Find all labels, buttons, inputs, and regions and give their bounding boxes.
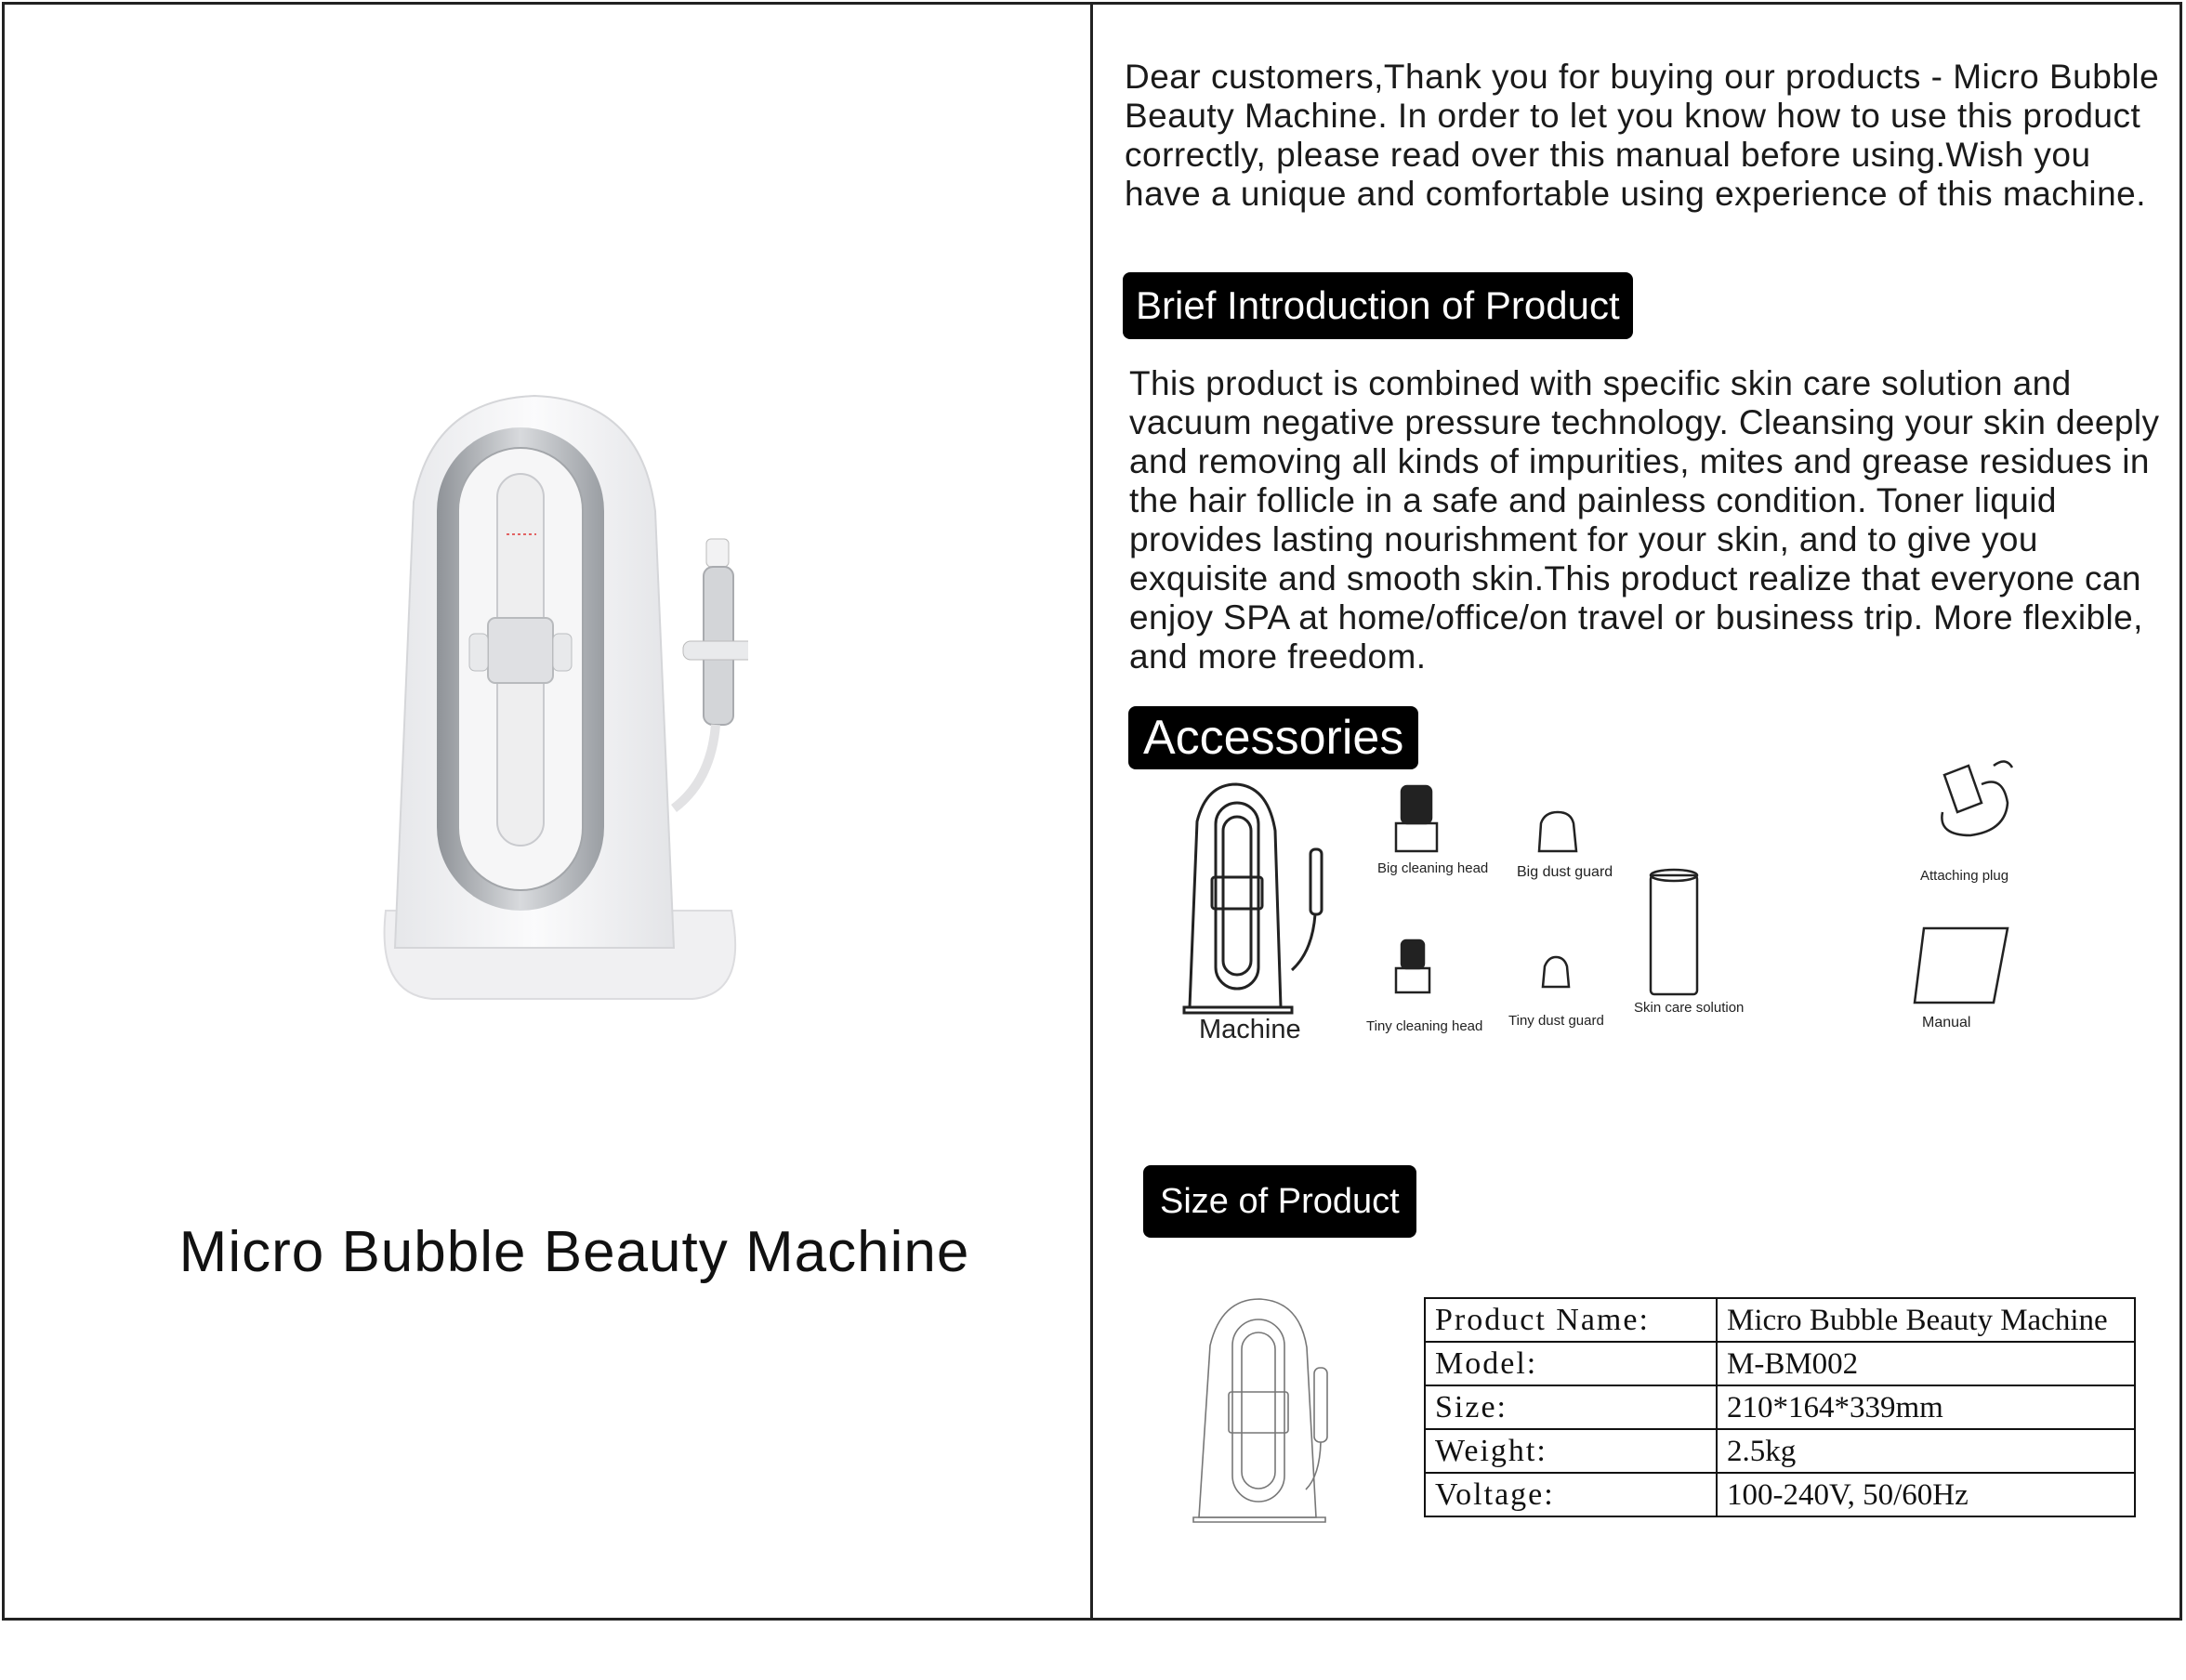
accessory-label-tiny-dust-guard: Tiny dust guard bbox=[1508, 1013, 1604, 1029]
machine-drawing bbox=[1184, 784, 1322, 1013]
spec-key: Weight: bbox=[1425, 1429, 1717, 1473]
size-of-product-heading: Size of Product bbox=[1143, 1165, 1416, 1238]
tiny-dust-guard-drawing bbox=[1543, 957, 1569, 987]
spec-row-weight bbox=[1425, 1429, 2135, 1473]
size-machine-drawing bbox=[1190, 1290, 1376, 1531]
accessories-illustration bbox=[1152, 747, 2063, 1072]
page-divider bbox=[1090, 2, 1093, 1621]
attaching-plug-drawing bbox=[1942, 761, 2012, 835]
product-spec-table bbox=[1424, 1297, 2136, 1517]
accessory-label-skin-care-solution: Skin care solution bbox=[1634, 1000, 1745, 1016]
spec-value: 100-240V, 50/60Hz bbox=[1717, 1473, 2135, 1516]
spec-row-product-name bbox=[1425, 1298, 2135, 1342]
brief-introduction-heading: Brief Introduction of Product bbox=[1123, 272, 1633, 339]
spec-value: Micro Bubble Beauty Machine bbox=[1717, 1298, 2135, 1342]
accessory-label-manual: Manual bbox=[1922, 1015, 1971, 1030]
machine-photo bbox=[376, 390, 748, 1004]
spec-key: Voltage: bbox=[1425, 1473, 1717, 1516]
big-cleaning-head-drawing bbox=[1396, 786, 1437, 851]
big-dust-guard-drawing bbox=[1539, 812, 1576, 851]
intro-paragraph: Dear customers,Thank you for buying our products - Micro Bubble Beauty Machine. In order to let you know how to use this product correctly, please read over this manual before using.Wish you have a unique and comfortable using experience of this machine. bbox=[1125, 58, 2160, 213]
spec-row-size bbox=[1425, 1385, 2135, 1429]
accessory-label-big-cleaning-head: Big cleaning head bbox=[1377, 860, 1489, 876]
skin-care-solution-drawing bbox=[1651, 870, 1697, 994]
spec-key: Model: bbox=[1425, 1342, 1717, 1385]
spec-row-voltage bbox=[1425, 1473, 2135, 1516]
manual-drawing bbox=[1915, 928, 2008, 1003]
spec-key: Size: bbox=[1425, 1385, 1717, 1429]
accessory-label-tiny-cleaning-head: Tiny cleaning head bbox=[1366, 1018, 1483, 1034]
spec-value: M-BM002 bbox=[1717, 1342, 2135, 1385]
brief-introduction-paragraph: This product is combined with specific skin care solution and vacuum negative pressure technology. Cleansing your skin deeply and removing all kinds of impurities, mites and grease residues in the hair follicle in a safe and painless condition. Toner liquid provides lasting nourishment for your skin, and to give you exquisite and smooth skin.This product realize that everyone can enjoy SPA at home/office/on travel or business trip. More flexible, and more freedom. bbox=[1129, 364, 2160, 676]
accessories-heading: Accessories bbox=[1128, 706, 1418, 769]
spec-value: 210*164*339mm bbox=[1717, 1385, 2135, 1429]
accessory-label-attaching-plug: Attaching plug bbox=[1920, 868, 2009, 884]
accessory-label-big-dust-guard: Big dust guard bbox=[1517, 864, 1613, 880]
accessory-label-machine: Machine bbox=[1199, 1015, 1301, 1044]
spec-key: Product Name: bbox=[1425, 1298, 1717, 1342]
spec-value: 2.5kg bbox=[1717, 1429, 2135, 1473]
product-title: Micro Bubble Beauty Machine bbox=[178, 1220, 970, 1284]
spec-row-model bbox=[1425, 1342, 2135, 1385]
tiny-cleaning-head-drawing bbox=[1396, 940, 1429, 992]
